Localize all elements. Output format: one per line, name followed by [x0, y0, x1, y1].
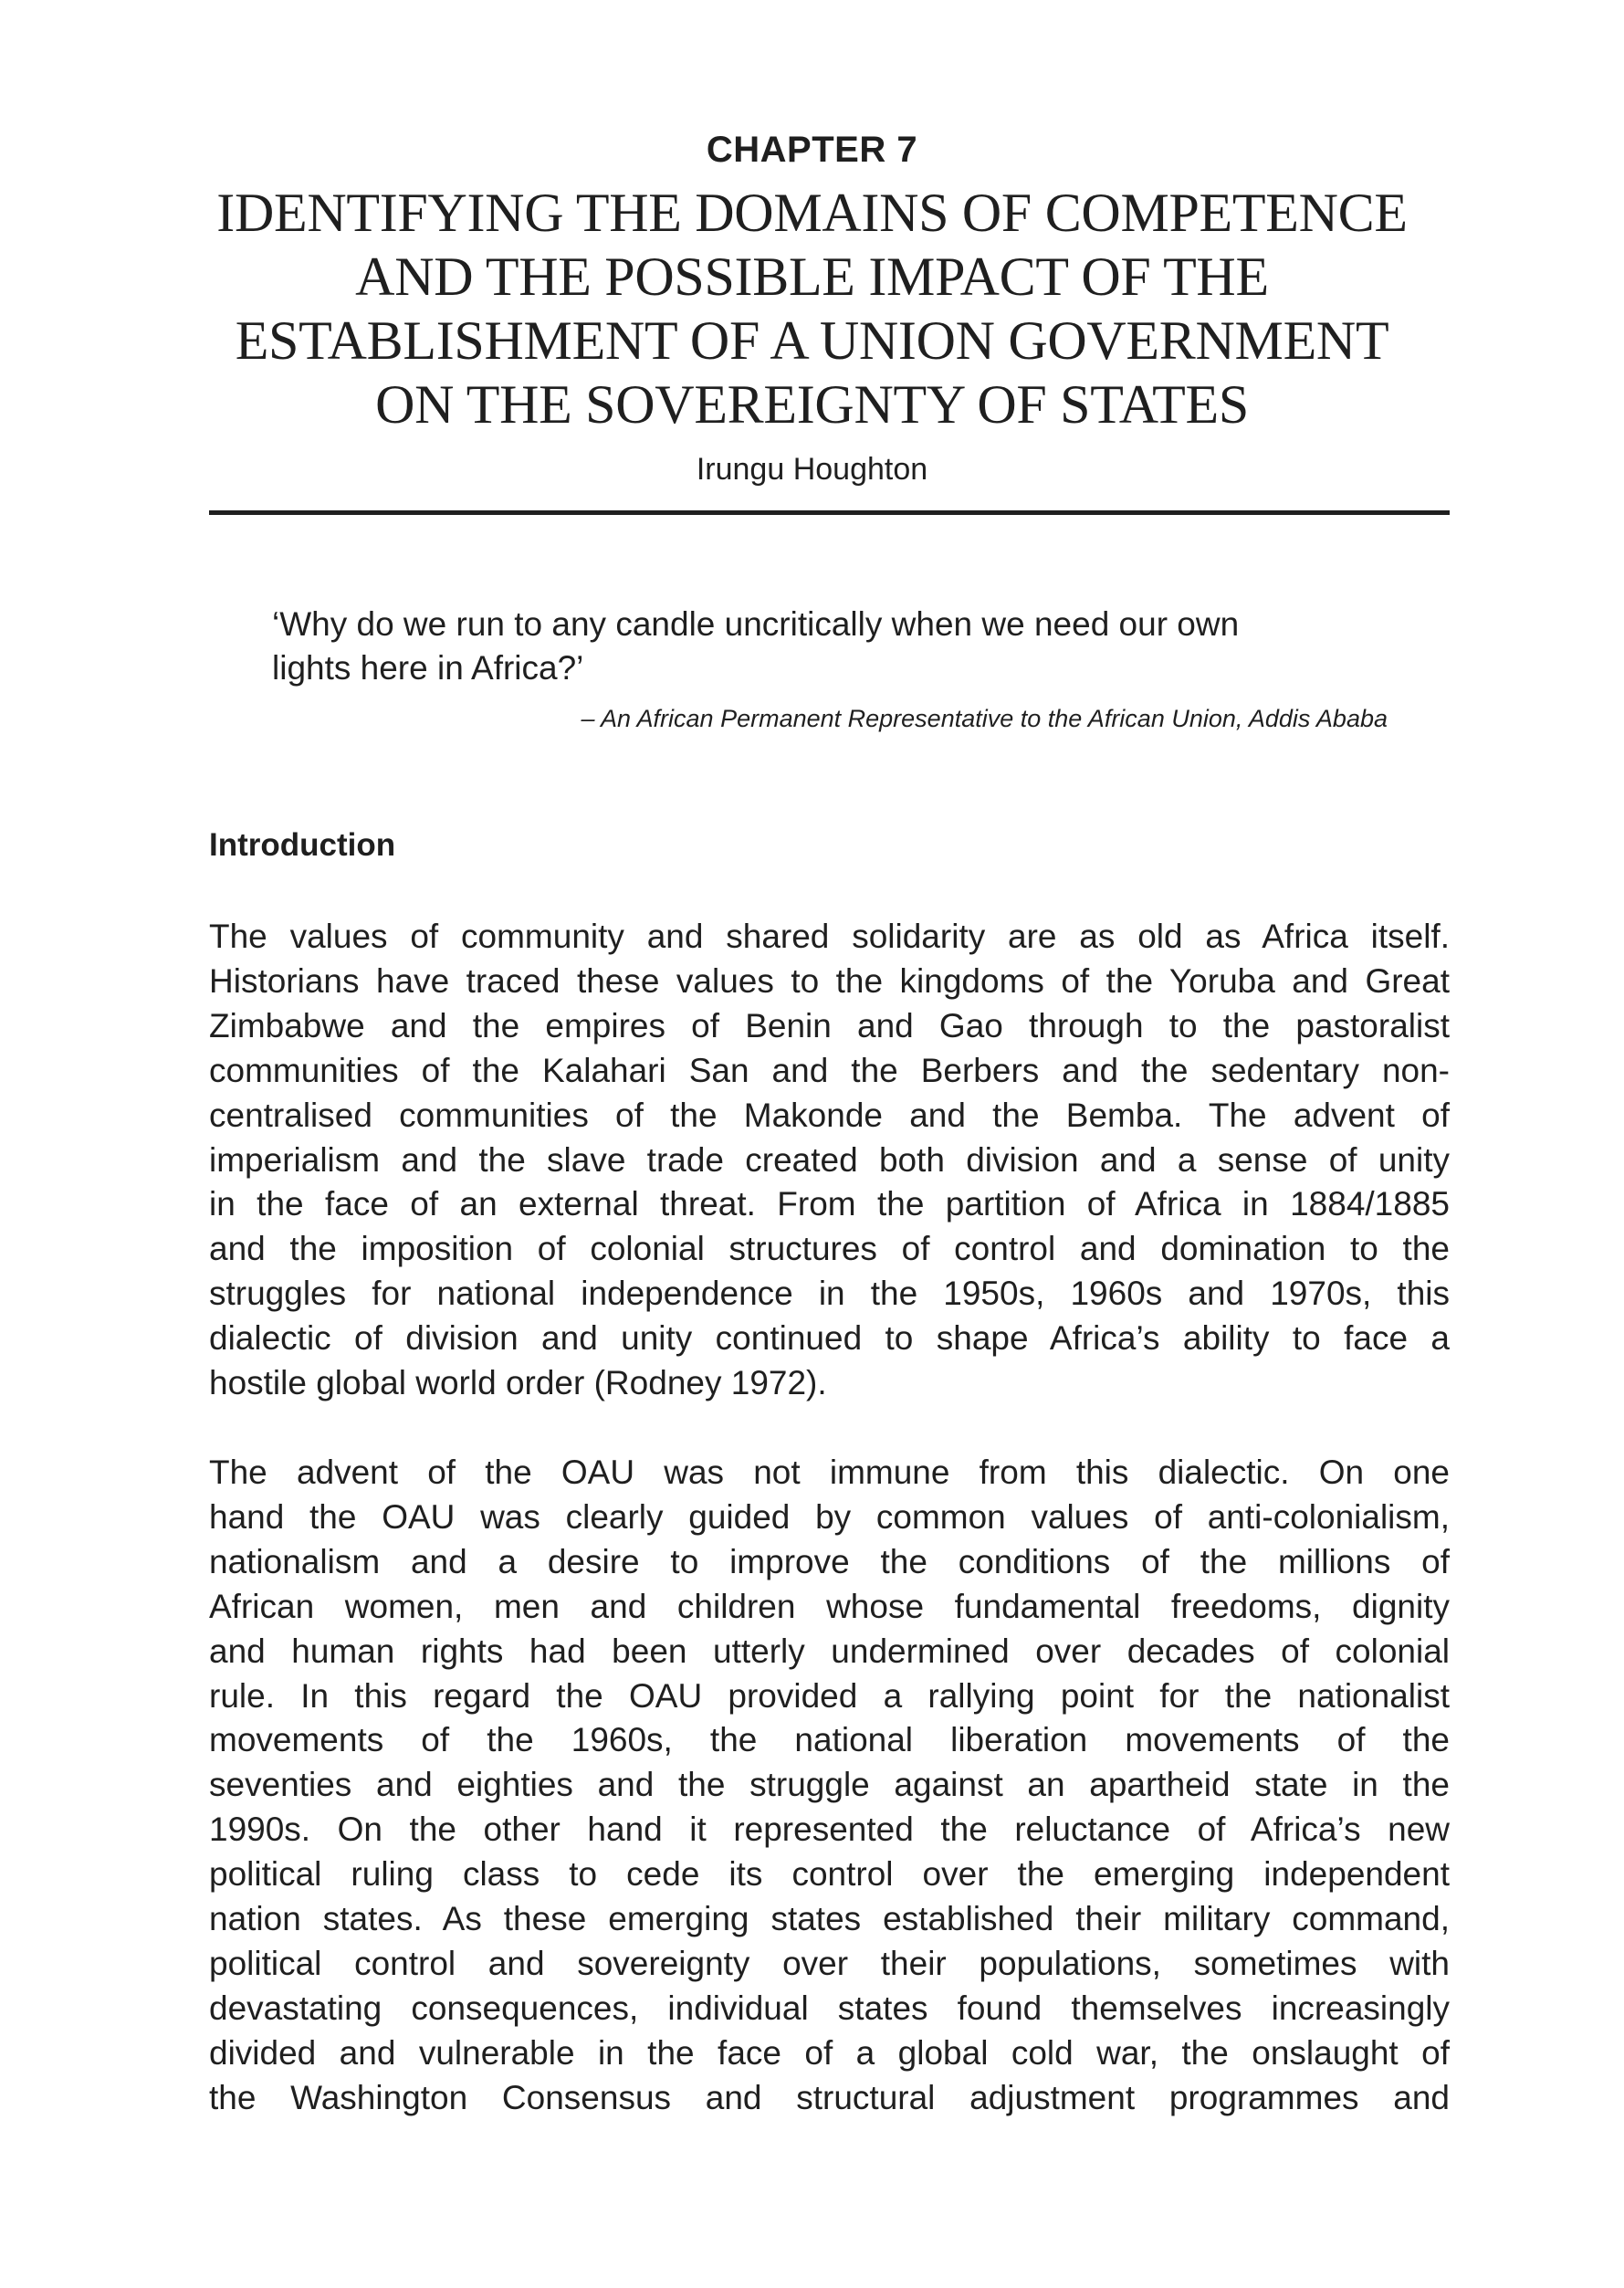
text-line: in the face of an external threat. From the partition of Africa in 1884/1885	[209, 1185, 1450, 1223]
text-line: centralised communities of the Makonde and the Bemba. The advent of	[209, 1096, 1450, 1134]
text-line: communities of the Kalahari San and the Berbers and the sedentary non-	[209, 1051, 1450, 1089]
text-line: political ruling class to cede its control over the emerging independent	[209, 1855, 1450, 1894]
epigraph-line: ‘Why do we run to any candle uncritically when we need our own	[272, 605, 1240, 643]
epigraph-attribution: – An African Permanent Representative to the African Union, Addis Ababa	[581, 705, 1388, 732]
text-line: nation states. As these emerging states established their military command,	[209, 1900, 1450, 1938]
text-line: rule. In this regard the OAU provided a rallying point for the nationalist	[209, 1676, 1450, 1715]
text-line: imperialism and the slave trade created both division and a sense of unity	[209, 1140, 1450, 1179]
paragraph-1	[209, 915, 1450, 1406]
title-divider	[209, 510, 1450, 515]
text-line: struggles for national independence in the 1950s, 1960s and 1970s, this	[209, 1275, 1450, 1313]
epigraph-line: lights here in Africa?’	[272, 649, 584, 687]
text-line: political control and sovereignty over their populations, sometimes with	[209, 1944, 1450, 1982]
author-name: Irungu Houghton	[696, 452, 928, 487]
text-line: devastating consequences, individual states found themselves increasingly	[209, 1989, 1450, 2027]
text-line: movements of the 1960s, the national liberation movements of the	[209, 1721, 1450, 1759]
text-line: the Washington Consensus and structural adjustment programmes and	[209, 2078, 1450, 2116]
epigraph-quote	[272, 603, 1386, 690]
chapter-title	[183, 181, 1441, 436]
chapter-title-line: IDENTIFYING THE DOMAINS OF COMPETENCE	[216, 183, 1408, 243]
chapter-title-line: ON THE SOVEREIGNTY OF STATES	[375, 374, 1249, 435]
text-line: dialectic of division and unity continued to shape Africa’s ability to face a	[209, 1319, 1450, 1358]
text-line: Zimbabwe and the empires of Benin and Gao through to the pastoralist	[209, 1006, 1450, 1044]
text-line: nationalism and a desire to improve the conditions of the millions of	[209, 1542, 1450, 1580]
section-heading: Introduction	[209, 827, 396, 863]
paragraph-2	[209, 1451, 1450, 2121]
text-line: African women, men and children whose fundamental freedoms, dignity	[209, 1587, 1450, 1625]
chapter-label: CHAPTER 7	[706, 130, 918, 170]
text-line: Historians have traced these values to the kingdoms of the Yoruba and Great	[209, 961, 1450, 1000]
body-text	[209, 915, 1450, 2166]
text-line: The values of community and shared solidarity are as old as Africa itself.	[209, 918, 1450, 955]
text-line: 1990s. On the other hand it represented the reluctance of Africa’s new	[209, 1810, 1450, 1849]
text-line: The advent of the OAU was not immune from this dialectic. On one	[209, 1453, 1450, 1491]
text-line: and the imposition of colonial structures of control and domination to the	[209, 1230, 1450, 1268]
chapter-title-line: AND THE POSSIBLE IMPACT OF THE	[355, 247, 1269, 307]
text-line: and human rights had been utterly undermined over decades of colonial	[209, 1632, 1450, 1670]
text-line: hostile global world order (Rodney 1972).	[209, 1364, 827, 1402]
text-line: seventies and eighties and the struggle against an apartheid state in the	[209, 1766, 1450, 1804]
chapter-title-line: ESTABLISHMENT OF A UNION GOVERNMENT	[235, 310, 1389, 371]
text-line: hand the OAU was clearly guided by common values of anti-colonialism,	[209, 1497, 1450, 1536]
text-line: divided and vulnerable in the face of a global cold war, the onslaught of	[209, 2033, 1450, 2072]
